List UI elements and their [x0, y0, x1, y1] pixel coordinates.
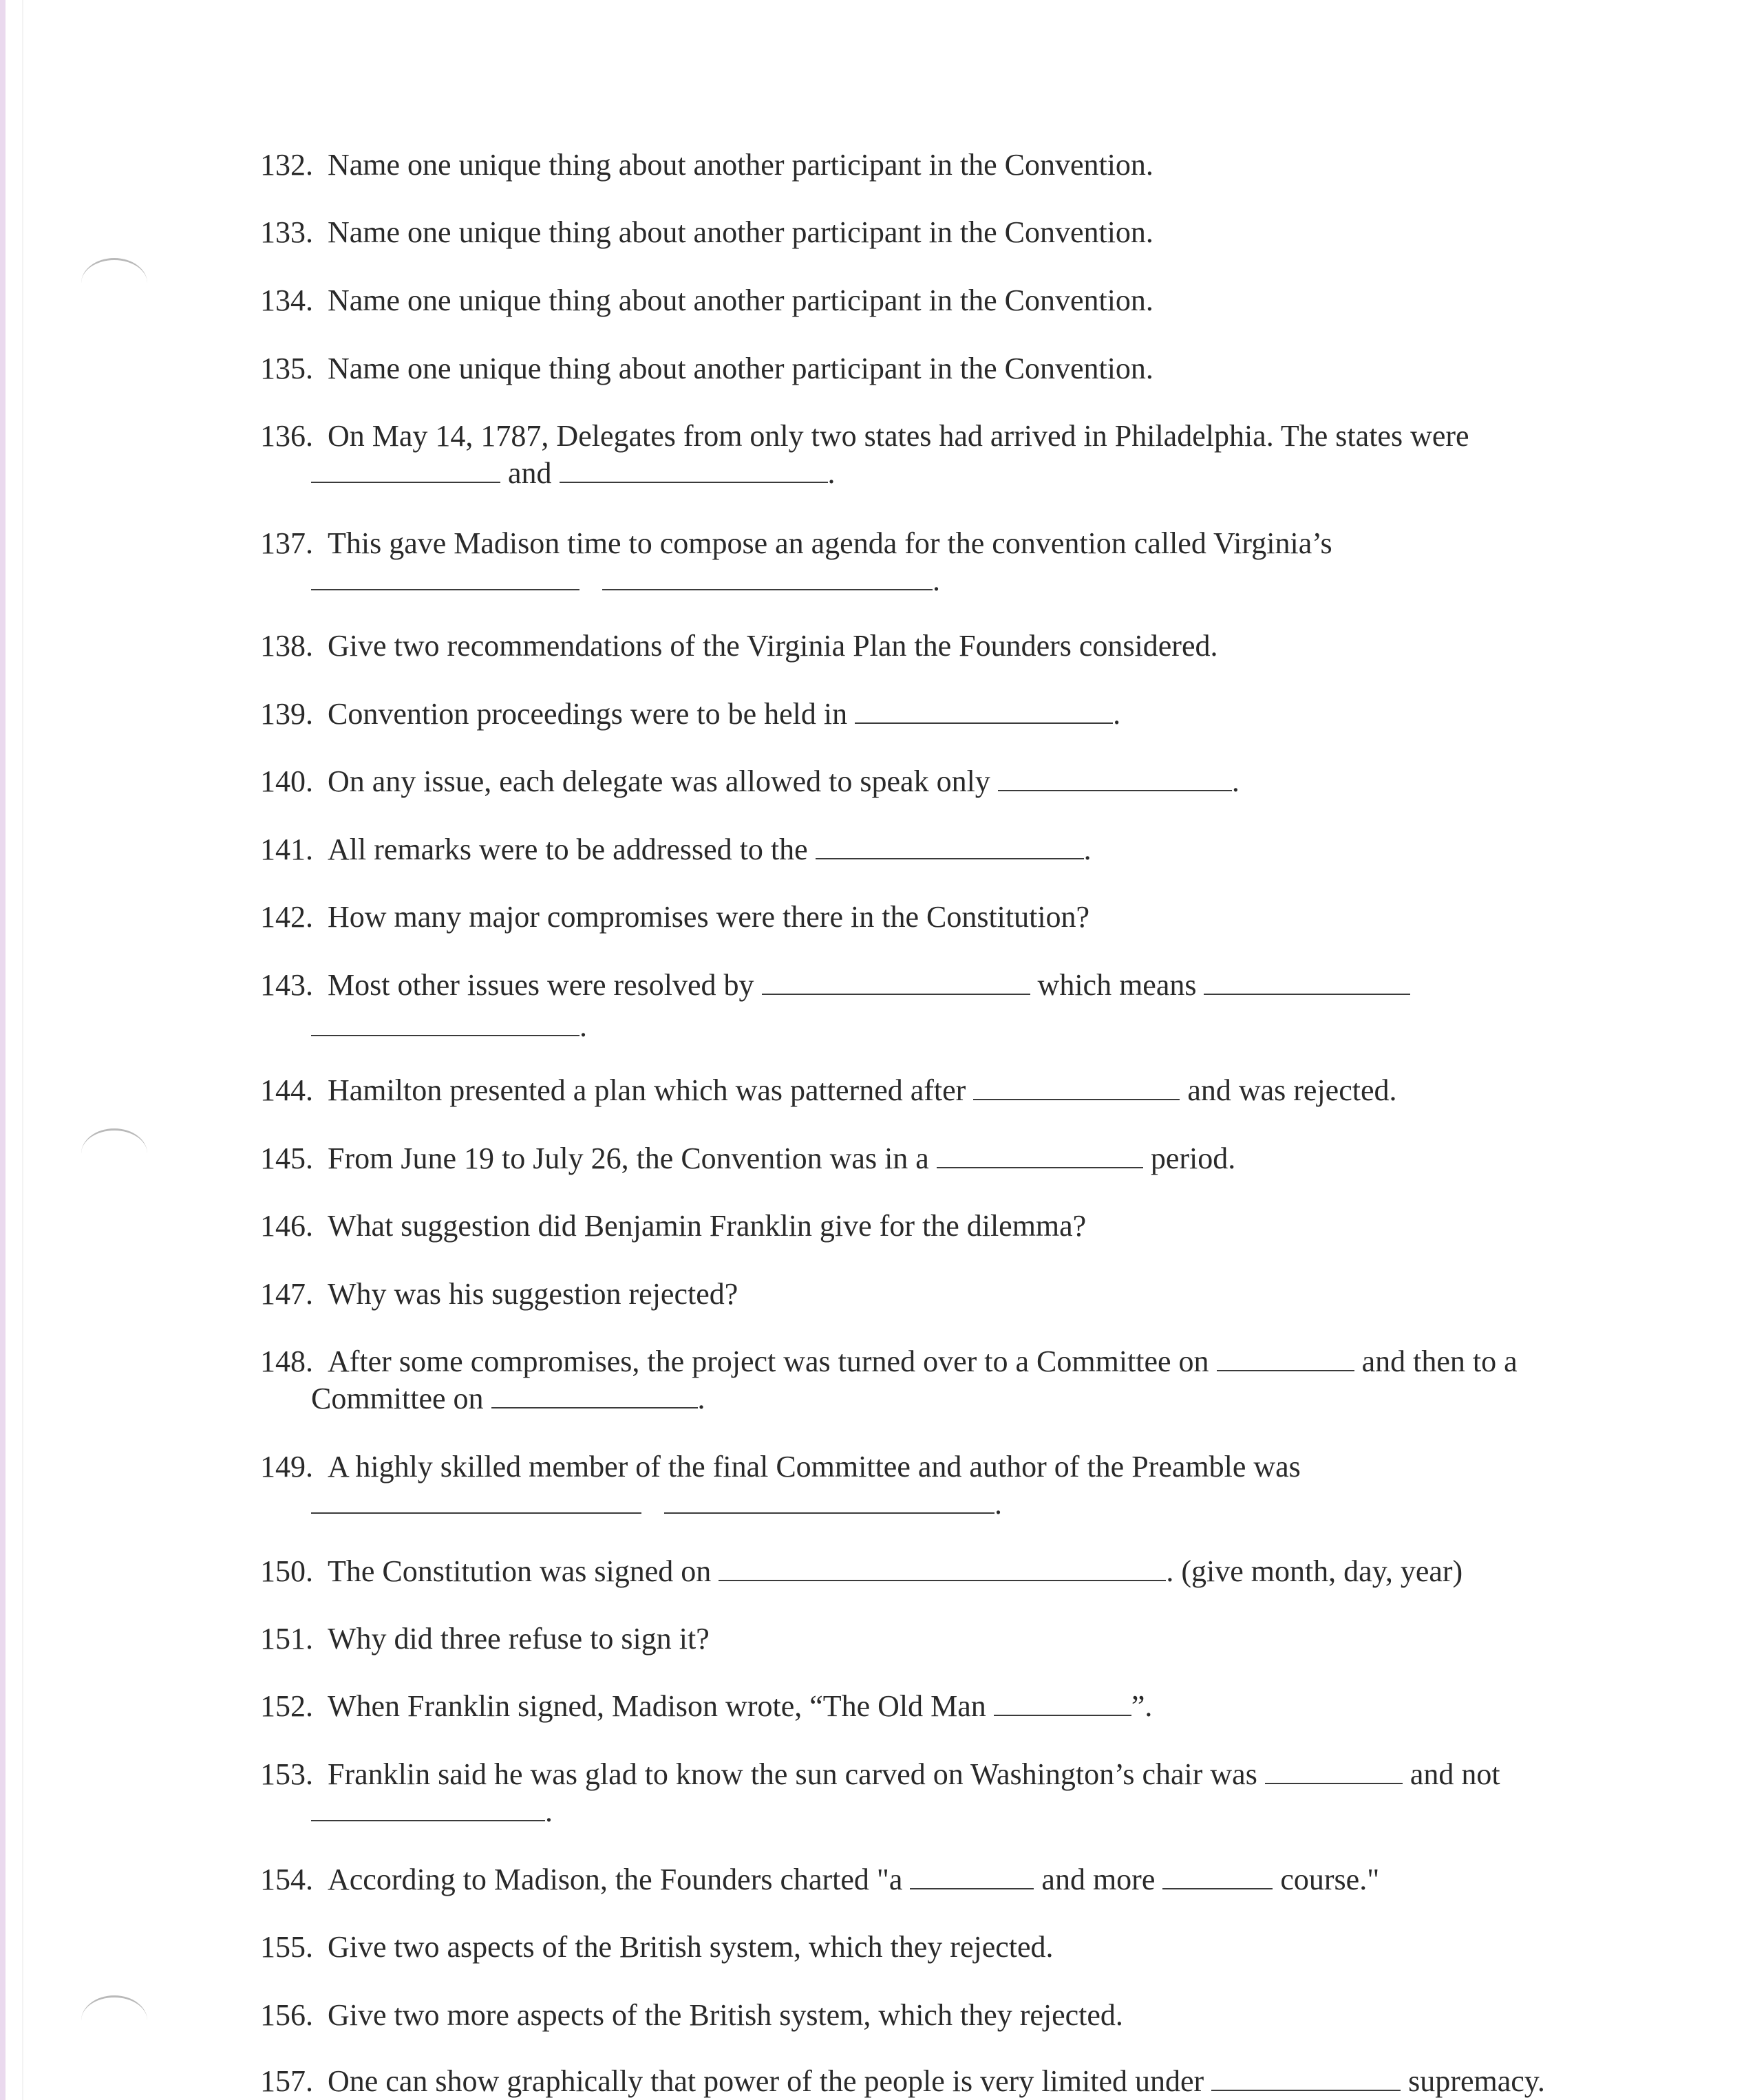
question-number: 151. [260, 1622, 313, 1656]
question-144 [260, 1072, 1397, 1109]
question-text: Give two recommendations of the Virginia Plan the Founders considered. [328, 629, 1218, 663]
question-number: 149. [260, 1450, 313, 1483]
question-text: How many major compromises were there in the Constitution? [328, 900, 1090, 934]
question-text: From June 19 to July 26, the Convention was in a [328, 1142, 929, 1175]
continuation-text: Committee on [311, 1382, 484, 1415]
question-151 [260, 1620, 710, 1658]
question-149-answer-line [311, 1486, 1002, 1523]
answer-blank[interactable] [602, 564, 933, 590]
answer-blank[interactable] [762, 969, 1030, 995]
question-number: 138. [260, 629, 313, 663]
binder-hole-1 [81, 258, 147, 308]
question-text-end: . (give month, day, year) [1166, 1554, 1463, 1588]
question-number: 152. [260, 1689, 313, 1723]
question-text: Name one unique thing about another participant in the Convention. [328, 283, 1153, 317]
question-number: 143. [260, 968, 313, 1002]
question-143-answer-line [311, 1008, 587, 1045]
question-text-end: supremacy. [1408, 2064, 1545, 2098]
question-number: 135. [260, 352, 313, 385]
answer-blank[interactable] [311, 1488, 641, 1514]
question-number: 137. [260, 526, 313, 560]
question-number: 155. [260, 1930, 313, 1964]
question-text-end: and was rejected. [1187, 1073, 1397, 1107]
question-154 [260, 1861, 1379, 1898]
question-number: 153. [260, 1757, 313, 1791]
question-text-end: ”. [1131, 1689, 1153, 1723]
answer-blank[interactable] [311, 1010, 579, 1036]
question-text: Most other issues were resolved by [328, 968, 754, 1002]
question-number: 139. [260, 697, 313, 731]
question-141 [260, 831, 1092, 868]
end-punctuation: . [697, 1382, 705, 1415]
question-number: 141. [260, 833, 313, 866]
question-text: The Constitution was signed on [328, 1554, 712, 1588]
question-155 [260, 1929, 1054, 1966]
answer-blank[interactable] [816, 833, 1084, 859]
question-153 [260, 1756, 1500, 1793]
question-text: Name one unique thing about another participant in the Convention. [328, 215, 1153, 249]
end-punctuation: . [827, 456, 836, 490]
question-number: 142. [260, 900, 313, 934]
question-148-answer-line [311, 1380, 705, 1417]
question-number: 148. [260, 1344, 313, 1378]
question-text: One can show graphically that power of the people is very limited under [328, 2064, 1204, 2098]
answer-blank[interactable] [910, 1863, 1034, 1889]
question-number: 136. [260, 419, 313, 453]
answer-blank[interactable] [1217, 1345, 1354, 1371]
question-153-answer-line [311, 1793, 553, 1830]
question-149 [260, 1448, 1301, 1486]
end-punctuation: . [1113, 697, 1121, 731]
end-punctuation: . [545, 1794, 553, 1828]
question-text: Why did three refuse to sign it? [328, 1622, 710, 1656]
question-text: Why was his suggestion rejected? [328, 1277, 738, 1311]
question-143 [260, 967, 1410, 1004]
question-text: Hamilton presented a plan which was patterned after [328, 1073, 966, 1107]
question-number: 133. [260, 215, 313, 249]
question-number: 132. [260, 148, 313, 182]
question-136-answer-line [311, 455, 836, 492]
answer-blank[interactable] [719, 1555, 1166, 1581]
answer-blank[interactable] [311, 457, 500, 483]
connector-text: and [508, 456, 552, 490]
binder-hole-2 [81, 1128, 147, 1179]
question-137 [260, 525, 1332, 562]
answer-blank[interactable] [1204, 969, 1410, 995]
question-152 [260, 1688, 1152, 1725]
question-142 [260, 899, 1089, 936]
question-text: A highly skilled member of the final Committee and author of the Preamble was [328, 1450, 1301, 1483]
question-138 [260, 628, 1217, 665]
scan-margin-line [22, 0, 23, 2100]
binder-hole-3 [81, 1995, 147, 2046]
question-140 [260, 763, 1240, 800]
question-145 [260, 1140, 1235, 1177]
question-text: What suggestion did Benjamin Franklin give for the dilemma? [328, 1209, 1087, 1243]
question-number: 144. [260, 1073, 313, 1107]
answer-blank[interactable] [937, 1142, 1143, 1168]
answer-blank[interactable] [973, 1074, 1180, 1100]
end-punctuation: . [1083, 833, 1092, 866]
answer-blank[interactable] [998, 765, 1232, 791]
question-number: 145. [260, 1142, 313, 1175]
question-text: Franklin said he was glad to know the sun carved on Washington’s chair was [328, 1757, 1257, 1791]
question-text: After some compromises, the project was turned over to a Committee on [328, 1344, 1209, 1378]
question-text: Give two aspects of the British system, which they rejected. [328, 1930, 1054, 1964]
connector-text: which means [1037, 968, 1197, 1002]
answer-blank[interactable] [1162, 1863, 1273, 1889]
question-number: 150. [260, 1554, 313, 1588]
question-text: When Franklin signed, Madison wrote, “The Old Man [328, 1689, 986, 1723]
question-text-end: and then to a [1361, 1344, 1518, 1378]
question-136 [260, 418, 1469, 455]
question-text: All remarks were to be addressed to the [328, 833, 808, 866]
answer-blank[interactable] [994, 1690, 1131, 1716]
end-punctuation: . [994, 1487, 1002, 1521]
question-text: Name one unique thing about another participant in the Convention. [328, 148, 1153, 182]
question-text: On any issue, each delegate was allowed to speak only [328, 764, 990, 798]
question-137-answer-line [311, 562, 940, 599]
question-132 [260, 147, 1153, 184]
question-156 [260, 1997, 1123, 2034]
answer-blank[interactable] [664, 1488, 994, 1514]
question-133 [260, 214, 1153, 251]
question-text: According to Madison, the Founders charted "a [328, 1863, 903, 1896]
question-text: Name one unique thing about another participant in the Convention. [328, 352, 1153, 385]
question-number: 146. [260, 1209, 313, 1243]
end-punctuation: . [579, 1009, 587, 1043]
answer-blank[interactable] [855, 698, 1113, 724]
answer-blank[interactable] [1211, 2065, 1401, 2091]
question-text: Convention proceedings were to be held in [328, 697, 848, 731]
question-number: 156. [260, 1998, 313, 2032]
question-134 [260, 282, 1153, 319]
answer-blank[interactable] [1265, 1758, 1403, 1784]
end-punctuation: . [933, 564, 940, 597]
question-157 [260, 2063, 1545, 2100]
question-text: On May 14, 1787, Delegates from only two states had arrived in Philadelphia. The states were [328, 419, 1469, 453]
question-text-end: and not [1410, 1757, 1500, 1791]
question-text: This gave Madison time to compose an agenda for the convention called Virginia’s [328, 526, 1332, 560]
question-147 [260, 1276, 738, 1313]
answer-blank[interactable] [311, 1795, 545, 1821]
question-148 [260, 1343, 1518, 1380]
question-text-end: course." [1280, 1863, 1380, 1896]
answer-blank[interactable] [491, 1382, 698, 1408]
question-150 [260, 1553, 1462, 1590]
question-135 [260, 350, 1153, 387]
answer-blank[interactable] [311, 564, 579, 590]
question-146 [260, 1208, 1086, 1245]
page-left-edge [0, 0, 6, 2100]
end-punctuation: . [1231, 764, 1240, 798]
question-number: 147. [260, 1277, 313, 1311]
question-139 [260, 696, 1120, 733]
question-text: Give two more aspects of the British system, which they rejected. [328, 1998, 1123, 2032]
question-number: 157. [260, 2064, 313, 2098]
question-number: 134. [260, 283, 313, 317]
question-number: 140. [260, 764, 313, 798]
question-text-end: period. [1150, 1142, 1236, 1175]
question-number: 154. [260, 1863, 313, 1896]
connector-text: and more [1041, 1863, 1156, 1896]
answer-blank[interactable] [560, 457, 828, 483]
